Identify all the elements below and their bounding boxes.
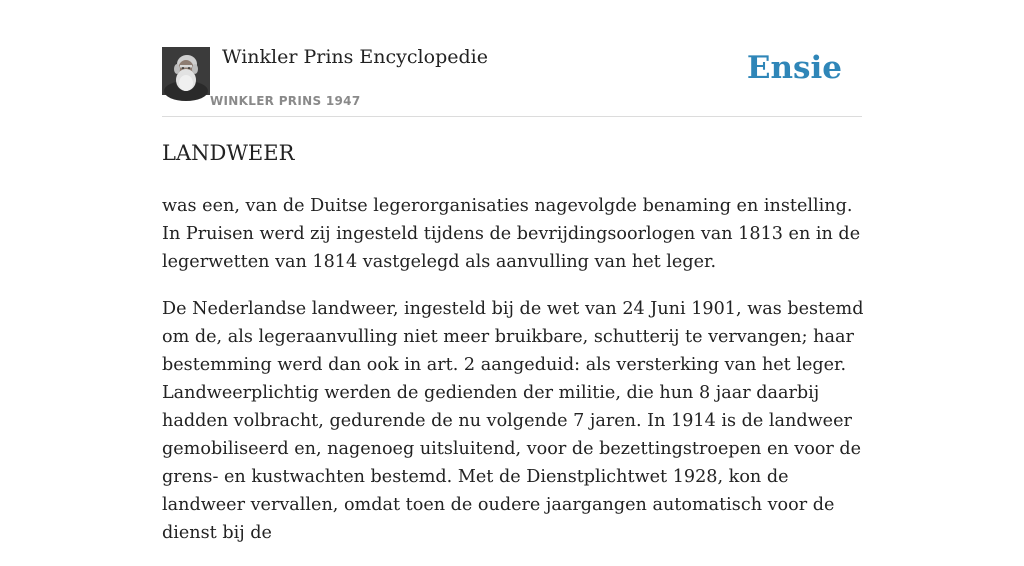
brand-logo[interactable]: Ensie xyxy=(746,50,842,86)
article-header xyxy=(162,44,862,117)
source-title[interactable]: Winkler Prins Encyclopedie xyxy=(222,46,488,68)
bearded-man-portrait-icon xyxy=(162,47,210,95)
article-body xyxy=(162,192,867,566)
author-avatar[interactable] xyxy=(162,47,210,95)
article-title: LANDWEER xyxy=(162,141,295,165)
article-paragraph: was een, van de Duitse legerorganisaties nagevolgde benaming en instelling. In Pruisen werd zij ingesteld tijdens de bevrijdingsoorlogen van 1813 en in de legerwetten van 1814 vastgelegd als aanvulling van het leger. xyxy=(162,196,861,272)
edition-label: WINKLER PRINS 1947 xyxy=(210,94,361,108)
article-paragraph: De Nederlandse landweer, ingesteld bij de wet van 24 Juni 1901, was bestemd om de, als legeraanvulling niet meer bruikbare, schutterij te vervangen; haar bestemming werd dan ook in art. 2 aangeduid: als versterking van het leger. Landweerplichtig werden de gedienden der militie, die hun 8 jaar daarbij hadden volbracht, gedurende de nu volgende 7 jaren. In 1914 is de landweer gemobiliseerd en, nagenoeg uitsluitend, voor de bezettingstroepen en voor de grens- en kustwachten bestemd. Met de Dienstplichtwet 1928, kon de landweer vervallen, omdat toen de oudere jaargangen automatisch voor de dienst bij de xyxy=(162,299,864,543)
